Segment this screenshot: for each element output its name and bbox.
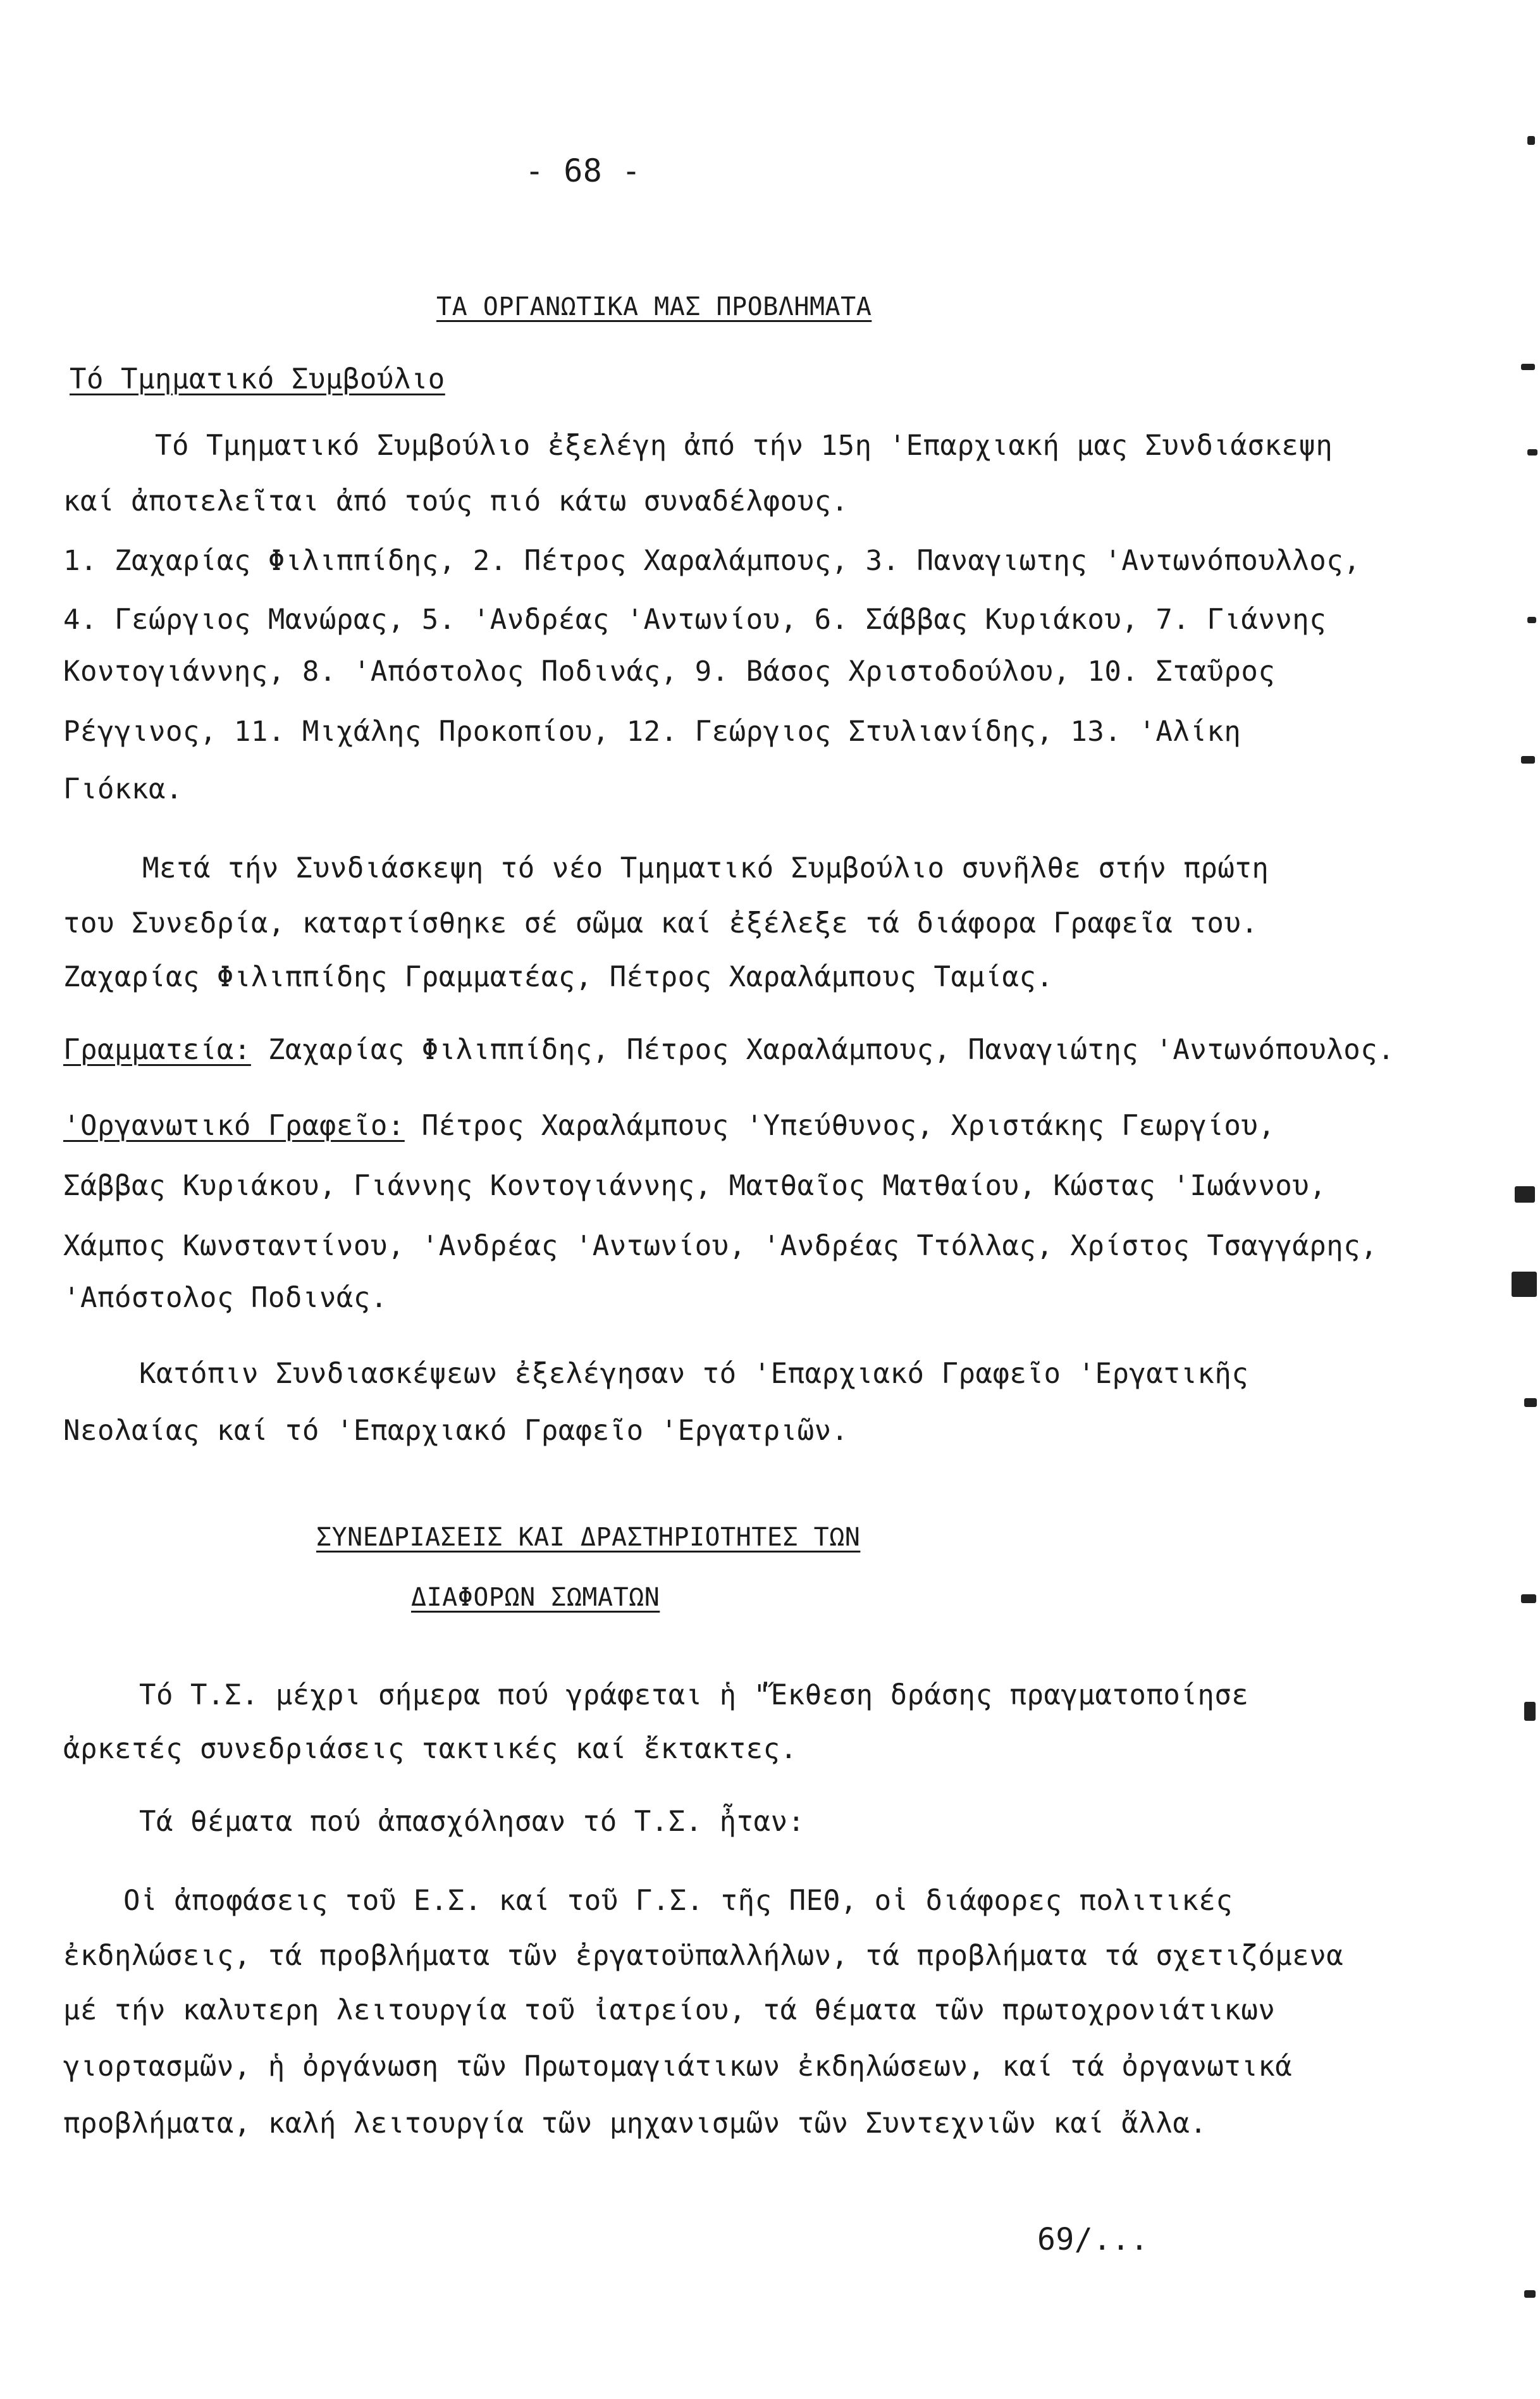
text-line: καί ἀποτελεῖται ἀπό τούς πιό κάτω συναδέλφους.	[63, 485, 849, 518]
text-line: μέ τήν καλυτερη λειτουργία τοῦ ἰατρείου, τά θέματα τῶν πρωτοχρονιάτικων	[63, 1994, 1276, 2026]
scan-speck	[1524, 1398, 1537, 1407]
text-line: Σάββας Κυριάκου, Γιάννης Κοντογιάννης, Ματθαῖος Ματθαίου, Κώστας 'Ιωάννου,	[63, 1170, 1327, 1202]
scan-speck	[1521, 1594, 1536, 1603]
scan-speck	[1521, 756, 1535, 764]
text-line: Μετά τήν Συνδιάσκεψη τό νέο Τμηματικό Συμβούλιο συνῆλθε στήν πρώτη	[142, 852, 1269, 884]
scan-speck	[1524, 1702, 1536, 1721]
text-line: του Συνεδρία, καταρτίσθηκε σέ σῶμα καί ἐξέλεξε τά διάφορα Γραφεῖα του.	[63, 907, 1259, 939]
text-line: ἐκδηλώσεις, τά προβλήματα τῶν ἐργατοϋπαλλήλων, τά προβλήματα τά σχετιζόμενα	[63, 1940, 1344, 1972]
text-line: Ζαχαρίας Φιλιππίδης Γραμματέας, Πέτρος Χαραλάμπους Ταμίας.	[63, 961, 1054, 993]
section-heading-organizational: ΤΑ ΟΡΓΑΝΩΤΙΚΑ ΜΑΣ ΠΡΟΒΛΗΜΑΤΑ	[436, 292, 872, 321]
org-office-line	[63, 1107, 1275, 1145]
text-line: Πέτρος Χαραλάμπους 'Υπεύθυνος, Χριστάκης Γεωργίου,	[404, 1110, 1276, 1142]
scan-speck	[1515, 1186, 1535, 1203]
text-line: Χάμπος Κωνσταντίνου, 'Ανδρέας 'Αντωνίου, 'Ανδρέας Ττόλλας, Χρίστος Τσαγγάρης,	[63, 1230, 1378, 1262]
text-line: 'Απόστολος Ποδινάς.	[63, 1282, 388, 1314]
text-line: 1. Ζαχαρίας Φιλιππίδης, 2. Πέτρος Χαραλάμπους, 3. Παναγιωτης 'Αντωνόπουλλος,	[63, 545, 1361, 577]
topics-intro: Τά θέματα πού ἀπασχόλησαν τό Τ.Σ. ἦταν:	[139, 1806, 805, 1838]
text-line: Τό Τ.Σ. μέχρι σήμερα πού γράφεται ἡ "Ἔκθεση δράσης πραγματοποίησε	[139, 1679, 1249, 1711]
text-line: γιορτασμῶν, ἡ ὀργάνωση τῶν Πρωτομαγιάτικων ἐκδηλώσεων, καί τά ὀργανωτικά	[63, 2050, 1293, 2083]
secretariat-text: Ζαχαρίας Φιλιππίδης, Πέτρος Χαραλάμπους, Παναγιώτης 'Αντωνόπουλος.	[250, 1034, 1395, 1066]
text-line: Οἱ ἀποφάσεις τοῦ Ε.Σ. καί τοῦ Γ.Σ. τῆς ΠΕΘ, οἱ διάφορες πολιτικές	[123, 1885, 1233, 1917]
section-heading-sessions: ΣΥΝΕΔΡΙΑΣΕΙΣ ΚΑΙ ΔΡΑΣΤΗΡΙΟΤΗΤΕΣ ΤΩΝ	[316, 1523, 861, 1552]
secretariat-label: Γραμματεία:	[63, 1034, 251, 1066]
scan-speck	[1527, 449, 1537, 456]
scan-speck	[1521, 364, 1535, 370]
subheading-council: Τό Τμηματικό Συμβούλιο	[70, 363, 445, 395]
text-line: Γιόκκα.	[63, 773, 183, 805]
text-line: Τό Τμηματικό Συμβούλιο ἐξελέγη ἀπό τήν 15η 'Επαρχιακή μας Συνδιάσκεψη	[155, 430, 1333, 462]
text-line: Ρέγγινος, 11. Μιχάλης Προκοπίου, 12. Γεώργιος Στυλιανίδης, 13. 'Αλίκη	[63, 716, 1241, 748]
text-line: Νεολαίας καί τό 'Επαρχιακό Γραφεῖο 'Εργατριῶν.	[63, 1415, 849, 1447]
text-line: ἀρκετές συνεδριάσεις τακτικές καί ἔκτακτες.	[63, 1733, 798, 1765]
page-number: - 68 -	[525, 152, 641, 189]
scan-speck	[1527, 136, 1535, 145]
scan-speck	[1524, 2290, 1536, 2298]
text-line: προβλήματα, καλή λειτουργία τῶν μηχανισμῶν τῶν Συντεχνιῶν καί ἄλλα.	[63, 2107, 1207, 2140]
scan-speck	[1512, 1272, 1537, 1297]
scan-speck	[1527, 617, 1536, 623]
org-office-label: 'Οργανωτικό Γραφεῖο:	[63, 1110, 405, 1142]
section-heading-sessions-line2: ΔΙΑΦΟΡΩΝ ΣΩΜΑΤΩΝ	[411, 1583, 660, 1612]
continuation-marker: 69/...	[1037, 2222, 1149, 2257]
secretariat-line	[63, 1031, 1395, 1069]
text-line: 4. Γεώργιος Μανώρας, 5. 'Ανδρέας 'Αντωνίου, 6. Σάββας Κυριάκου, 7. Γιάννης	[63, 604, 1327, 636]
text-line: Κοντογιάννης, 8. 'Απόστολος Ποδινάς, 9. Βάσος Χριστοδούλου, 10. Σταῦρος	[63, 655, 1276, 688]
text-line: Κατόπιν Συνδιασκέψεων ἐξελέγησαν τό 'Επαρχιακό Γραφεῖο 'Εργατικῆς	[139, 1358, 1249, 1390]
